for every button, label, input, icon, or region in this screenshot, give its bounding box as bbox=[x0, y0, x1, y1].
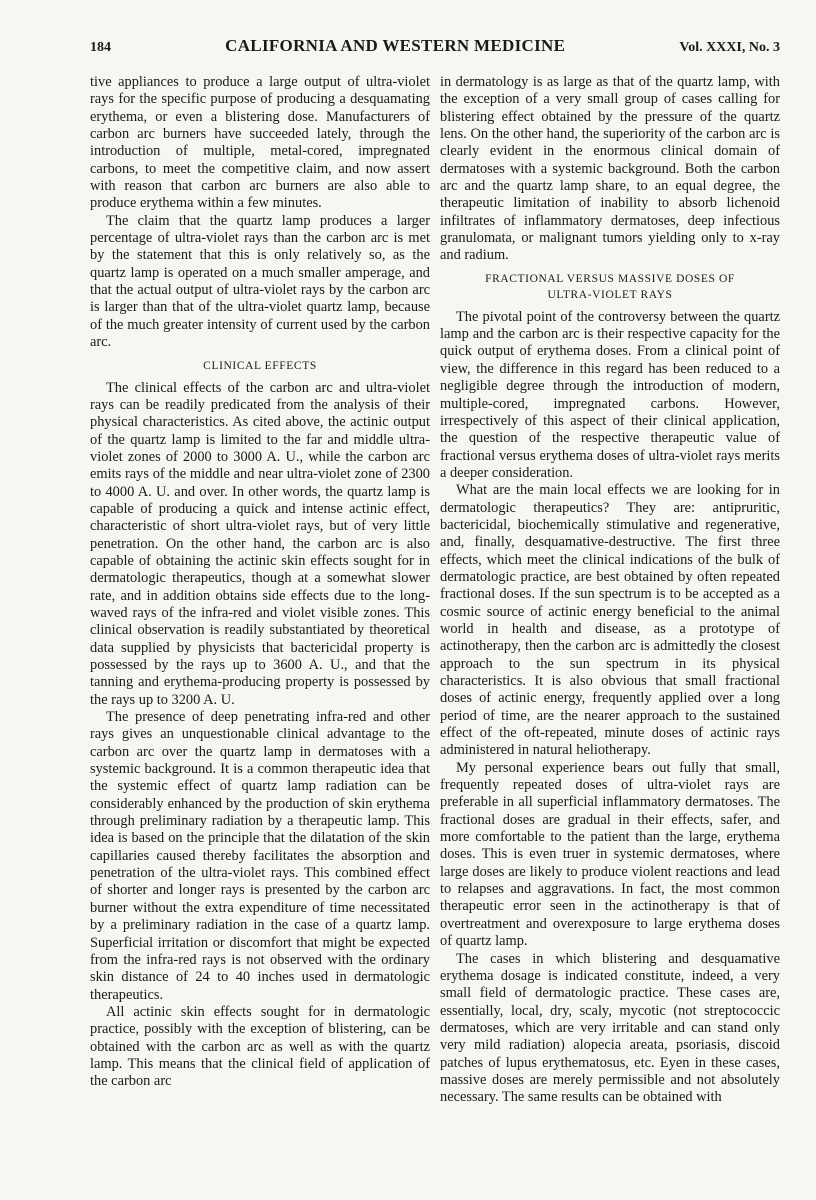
paragraph: The claim that the quartz lamp produces a larger percentage of ultra-violet rays than the carbon arc is met by the statement that this is only relatively so, as the quartz lamp is operated on a much smaller amperage, and that the actual output of ultra-violet rays by the carbon arc is larger than that of the ultra-violet quartz lamp, because of the much greater intensity of current used by the carbon arc. bbox=[90, 212, 430, 351]
paragraph: All actinic skin effects sought for in dermatologic practice, possibly with the exception of blistering, can be obtained with the carbon arc as well as with the quartz lamp. This means that the clinical field of application of the carbon arc bbox=[90, 1003, 430, 1090]
page-number: 184 bbox=[90, 40, 111, 55]
journal-title: CALIFORNIA AND WESTERN MEDICINE bbox=[225, 36, 566, 55]
paragraph: What are the main local effects we are looking for in dermatologic therapeutics? They are: antipruritic, bactericidal, biochemically stimulative and regenerative, and, finally, desquamative-destructive. The first three effects, which meet the clinical indications of the bulk of dermatologic practice, are best obtained by often repeated fractional doses. If the sun spectrum is to be accepted as a cosmic source of actinic energy beneficial to the animal world in health and disease, as a prototype of actinotherapy, then the carbon arc is admittedly the closest approach to the sun spectrum in its physical characteristics. It is also obvious that small fractional doses of actinic energy, frequently applied over a long period of time, are the nearer approach to the sustained effect of the oft-repeated, minute doses of actinic rays administered in natural heliotherapy. bbox=[440, 482, 780, 759]
paragraph: The presence of deep penetrating infra-red and other rays gives an unquestionable clinical advantage to the carbon arc over the quartz lamp in dermatoses with a systemic background. It is a common therapeutic idea that the systemic effect of quartz lamp radiation can be considerably enhanced by the production of skin erythema through preliminary radiation by a therapeutic lamp. This idea is based on the principle that the dilatation of the skin capillaries caused thereby facilitates the absorption and penetration of the ultra-violet rays. This combined effect of shorter and longer rays is presented by the carbon arc burner without the extra expenditure of time necessitated by a preliminary radiation in the case of a quartz lamp. Superficial irritation or discomfort that might be expected from the infra-red rays is not observed with the ordinary skin distance of 24 to 40 inches used in dermatologic therapeutics. bbox=[90, 709, 430, 1003]
volume-issue: Vol. XXXI, No. 3 bbox=[679, 40, 780, 55]
paragraph: The clinical effects of the carbon arc and ultra-violet rays can be readily predicated from the analysis of their physical characteristics. As cited above, the actinic output of the quartz lamp is limited to the far and middle ultra-violet zones of 2000 to 3000 A. U., while the carbon arc emits rays of the middle and near ultra-violet zone of 2300 to 4000 A. U. and over. In other words, the quartz lamp is capable of producing a quick and intense actinic effect, characteristic of short ultra-violet rays, but of very little penetration. On the other hand, the carbon arc is also capable of obtaining the actinic skin effects sought for in dermatologic therapeutics, though at a somewhat slower rate, and in addition obtains side effects due to the long-waved rays of the infra-red and violet visible zones. This clinical observation is readily substantiated by theoretical data supplied by physicists that bactericidal property is possessed by the rays up to 3600 A. U., and that the tanning and erythema-producing property is possessed by the rays up to 3200 A. U. bbox=[90, 379, 430, 708]
section-heading: CLINICAL EFFECTS bbox=[203, 359, 317, 372]
paragraph: in dermatology is as large as that of the quartz lamp, with the exception of a very small group of cases calling for blistering effect obtained by the pressure of the quartz lens. On the other hand, the superiority of the carbon arc is clearly evident in the enormous clinical domain of dermatoses with a systemic background. Both the carbon arc and the quartz lamp share, to an equal degree, the therapeutic limitation of inability to absorb lichenoid infiltrates of inflammatory dermatoses, deep infectious granulomata, or malignant tumors yielding only to x-ray and radium. bbox=[440, 74, 780, 264]
left-column bbox=[90, 74, 430, 1091]
heading-line: ULTRA-VIOLET RAYS bbox=[547, 288, 673, 301]
paragraph: The pivotal point of the controversy between the quartz lamp and the carbon arc is their respective capacity for the quick output of erythema doses. From a clinical point of view, the difference in this regard has been reduced to a negligible degree through the introduction of modern, multiple-cored, impregnated carbons. However, irrespectively of this aspect of their clinical application, the question of the respective therapeutic value of fractional versus erythema doses of ultra-violet rays merits a deeper consideration. bbox=[440, 308, 780, 481]
right-column bbox=[440, 74, 780, 1107]
paragraph: The cases in which blistering and desquamative erythema dosage is indicated constitute, indeed, a very small field of dermatologic practice. These cases are, essentially, local, dry, scaly, mycotic (not streptococcic dermatoses, which are very irritable and can stand only very mild radiation) alopecia areata, psoriasis, discoid patches of lupus erythematosus, etc. Eyen in these cases, massive doses are merely permissible and not absolutely necessary. The same results can be obtained with bbox=[440, 950, 780, 1106]
heading-line: FRACTIONAL VERSUS MASSIVE DOSES OF bbox=[485, 272, 735, 285]
section-heading bbox=[440, 271, 780, 303]
running-header bbox=[90, 36, 780, 62]
paragraph: My personal experience bears out fully that small, frequently repeated doses of ultra-violet rays are preferable in all superficial inflammatory dermatoses. The fractional doses are gradual in their effects, safer, and more comfortable to the patient than the large, erythema doses. This is even truer in systemic dermatoses, where large doses are likely to produce violent reactions and lead to relapses and aggravations. In fact, the most common therapeutic error seen in the actinotherapy is that of overtreatment and overexposure to large erythema doses of quartz lamp. bbox=[440, 759, 780, 950]
paragraph: tive appliances to produce a large output of ultra-violet rays for the specific purpose of producing a desquamating erythema, or even a blistering dose. Manufacturers of carbon arc burners have succeeded lately, through the introduction of multiple, metal-cored, impregnated carbons, to meet the competitive claim, and now assert with reason that carbon arc burners are also able to produce erythema within a few minutes. bbox=[90, 74, 430, 212]
